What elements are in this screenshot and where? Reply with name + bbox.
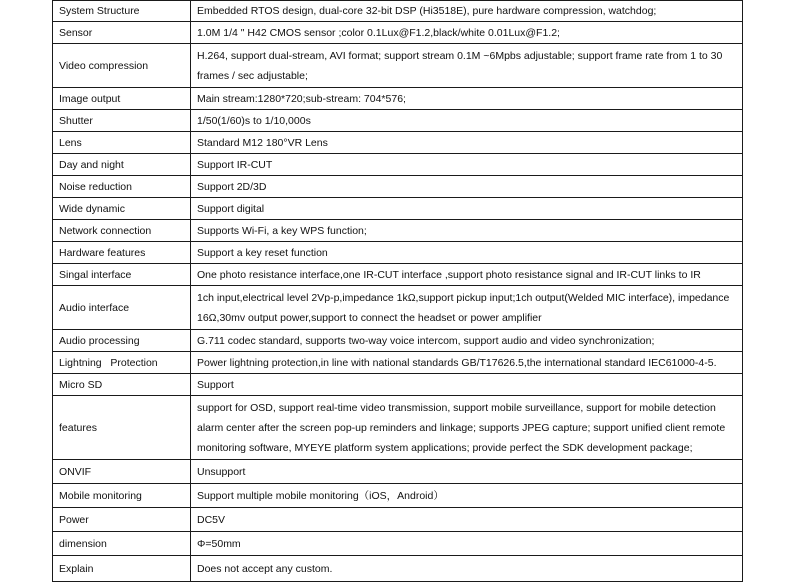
spec-value: Support 2D/3D <box>191 176 743 198</box>
spec-row <box>53 556 743 582</box>
spec-row <box>53 110 743 132</box>
spec-label: Audio interface <box>53 286 191 330</box>
spec-label: Noise reduction <box>53 176 191 198</box>
spec-value: Support digital <box>191 198 743 220</box>
spec-value: 1.0M 1/4 " H42 CMOS sensor ;color 0.1Lux@F1.2,black/white 0.01Lux@F1.2; <box>191 22 743 44</box>
spec-row <box>53 22 743 44</box>
spec-label: Lightning Protection <box>53 352 191 374</box>
spec-row <box>53 352 743 374</box>
spec-value: Support IR-CUT <box>191 154 743 176</box>
spec-row <box>53 532 743 556</box>
spec-label: Micro SD <box>53 374 191 396</box>
spec-label: Audio processing <box>53 330 191 352</box>
spec-label: Image output <box>53 88 191 110</box>
spec-label: Lens <box>53 132 191 154</box>
spec-value: Main stream:1280*720;sub-stream: 704*576; <box>191 88 743 110</box>
spec-row <box>53 176 743 198</box>
spec-value: Supports Wi-Fi, a key WPS function; <box>191 220 743 242</box>
spec-row <box>53 264 743 286</box>
spec-table <box>52 0 743 582</box>
spec-row <box>53 330 743 352</box>
spec-row <box>53 374 743 396</box>
spec-value: Embedded RTOS design, dual-core 32-bit DSP (Hi3518E), pure hardware compression, watchdog; <box>191 1 743 22</box>
spec-row <box>53 198 743 220</box>
spec-row <box>53 508 743 532</box>
spec-label: Shutter <box>53 110 191 132</box>
spec-row <box>53 484 743 508</box>
spec-label: features <box>53 396 191 460</box>
spec-row <box>53 286 743 330</box>
spec-value: DC5V <box>191 508 743 532</box>
spec-row <box>53 1 743 22</box>
spec-row <box>53 44 743 88</box>
spec-label: Day and night <box>53 154 191 176</box>
spec-label: Video compression <box>53 44 191 88</box>
spec-row <box>53 460 743 484</box>
spec-value: Support <box>191 374 743 396</box>
spec-row <box>53 242 743 264</box>
spec-value: Support a key reset function <box>191 242 743 264</box>
spec-value: 1/50(1/60)s to 1/10,000s <box>191 110 743 132</box>
spec-value: Unsupport <box>191 460 743 484</box>
spec-label: Hardware features <box>53 242 191 264</box>
spec-value: Support multiple mobile monitoring（iOS，Android） <box>191 484 743 508</box>
spec-row <box>53 132 743 154</box>
spec-label: Singal interface <box>53 264 191 286</box>
spec-label: dimension <box>53 532 191 556</box>
spec-value: One photo resistance interface,one IR-CUT interface ,support photo resistance signal and IR-CUT links to IR <box>191 264 743 286</box>
spec-label: Network connection <box>53 220 191 242</box>
spec-value: Φ=50mm <box>191 532 743 556</box>
spec-label: Explain <box>53 556 191 582</box>
spec-row <box>53 396 743 460</box>
spec-row <box>53 220 743 242</box>
spec-value: Standard M12 180°VR Lens <box>191 132 743 154</box>
spec-label: Mobile monitoring <box>53 484 191 508</box>
spec-value: Does not accept any custom. <box>191 556 743 582</box>
spec-value: H.264, support dual-stream, AVI format; support stream 0.1M ~6Mpbs adjustable; support frame rate from 1 to 30 frames / sec adjustable; <box>191 44 743 88</box>
spec-value: Power lightning protection,in line with national standards GB/T17626.5,the international standard IEC61000-4-5. <box>191 352 743 374</box>
spec-label: Sensor <box>53 22 191 44</box>
spec-value: 1ch input,electrical level 2Vp-p,impedance 1kΩ,support pickup input;1ch output(Welded MIC interface), impedance 16Ω,30mv output power,support to connect the headset or power amplifier <box>191 286 743 330</box>
spec-label: Wide dynamic <box>53 198 191 220</box>
spec-row <box>53 88 743 110</box>
spec-label: ONVIF <box>53 460 191 484</box>
spec-value: support for OSD, support real-time video transmission, support mobile surveillance, support for mobile detection alarm center after the screen pop-up reminders and linkage; supports JPEG capture; support unified client remote monitoring software, MYEYE platform system applications; provide perfect the SDK development package; <box>191 396 743 460</box>
spec-label: System Structure <box>53 1 191 22</box>
spec-label: Power <box>53 508 191 532</box>
spec-row <box>53 154 743 176</box>
spec-value: G.711 codec standard, supports two-way voice intercom, support audio and video synchronization; <box>191 330 743 352</box>
